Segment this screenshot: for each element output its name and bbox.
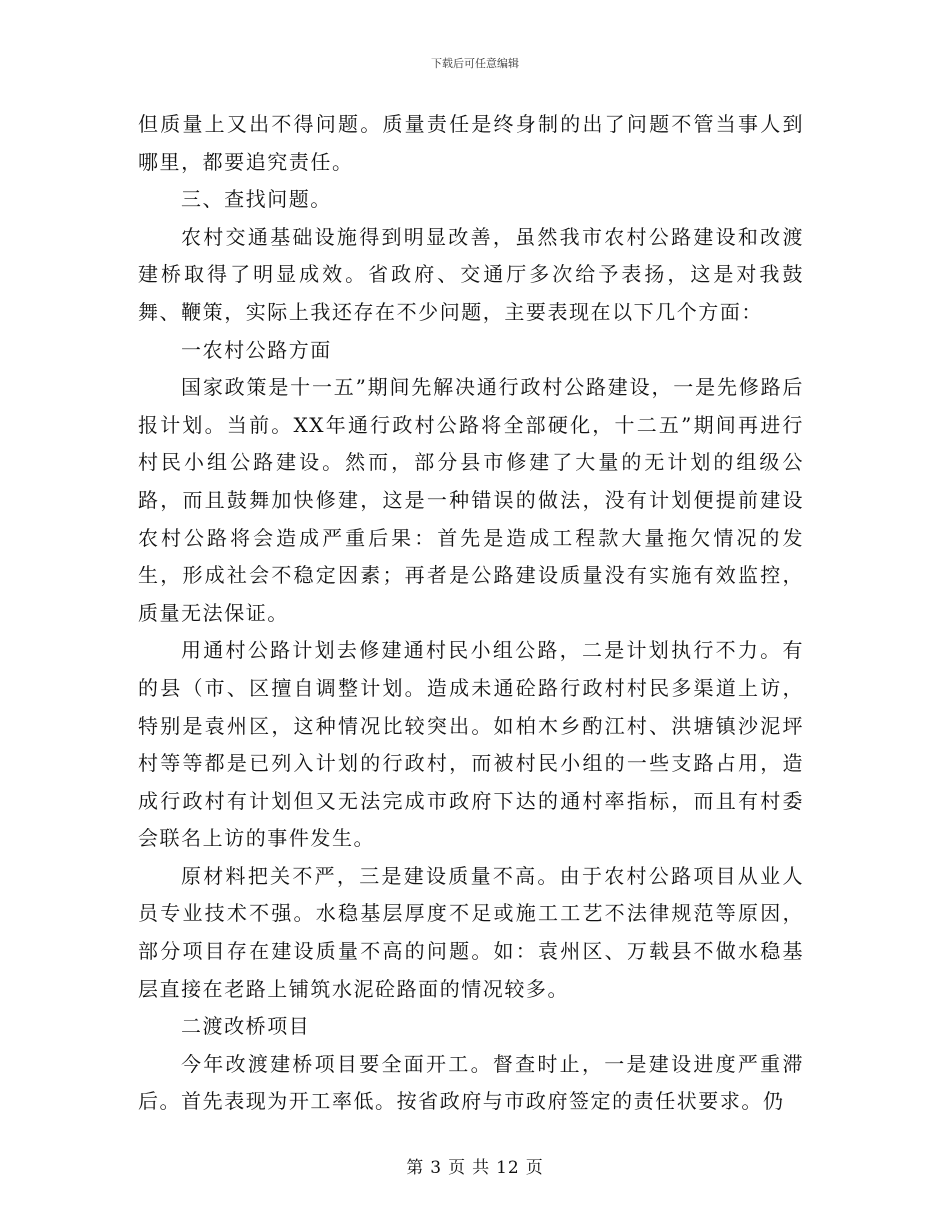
paragraph-7: 原材料把关不严，三是建设质量不高。由于农村公路项目从业人员专业技术不强。水稳基层厚度不足或施工工艺不法律规范等原因，部分项目存在建设质量不高的问题。如：袁州区、万载县不做水稳基层直接在老路上铺筑水泥砼路面的情况较多。 — [138, 863, 804, 1001]
footer-prefix: 第 — [406, 1158, 425, 1178]
paragraph-9: 今年改渡建桥项目要全面开工。督查时止，一是建设进度严重滞后。首先表现为开工率低。按省政府与市政府签定的责任状要求。仍 — [138, 1051, 804, 1114]
section-heading-find-problems: 三、查找问题。 — [181, 187, 332, 212]
footer-current-page: 3 — [430, 1158, 443, 1178]
footer-total-pages: 12 — [496, 1158, 520, 1178]
footer-total-label: 共 — [472, 1158, 491, 1178]
subheading-rural-roads: 一农村公路方面 — [181, 337, 332, 362]
page-number-footer — [0, 1153, 950, 1178]
paragraph-5: 国家政策是十一五”期间先解决通行政村公路建设，一是先修路后报计划。当前。XX年通行政村公路将全部硬化，十二五”期间再进行村民小组公路建设。然而，部分县市修建了大量的无计划的组级公路，而且鼓舞加快修建，这是一种错误的做法，没有计划便提前建设农村公路将会造成严重后果：首先是造成工程款大量拖欠情况的发生，形成社会不稳定因素；再者是公路建设质量没有实施有效监控，质量无法保证。 — [138, 375, 804, 625]
paragraph-3: 农村交通基础设施得到明显改善，虽然我市农村公路建设和改渡建桥取得了明显成效。省政府、交通厅多次给予表扬，这是对我鼓舞、鞭策，实际上我还存在不少问题，主要表现在以下几个方面： — [138, 224, 804, 324]
paragraph-6: 用通村公路计划去修建通村民小组公路，二是计划执行不力。有的县（市、区擅自调整计划。造成未通砼路行政村村民多渠道上访，特别是袁州区，这种情况比较突出。如柏木乡酌江村、洪塘镇沙泥坪村等等都是已列入计划的行政村，而被村民小组的一些支路占用，造成行政村有计划但又无法完成市政府下达的通村率指标，而且有村委会联名上访的事件发生。 — [138, 638, 804, 851]
paragraph-1: 但质量上又出不得问题。质量责任是终身制的出了问题不管当事人到哪里，都要追究责任。 — [138, 112, 804, 174]
subheading-ferry-bridge: 二渡改桥项目 — [181, 1014, 311, 1039]
footer-suffix: 页 — [525, 1158, 544, 1178]
document-body — [138, 106, 804, 1121]
page-header-note: 下载后可任意编辑 — [431, 57, 519, 70]
footer-page-label: 页 — [448, 1158, 467, 1178]
